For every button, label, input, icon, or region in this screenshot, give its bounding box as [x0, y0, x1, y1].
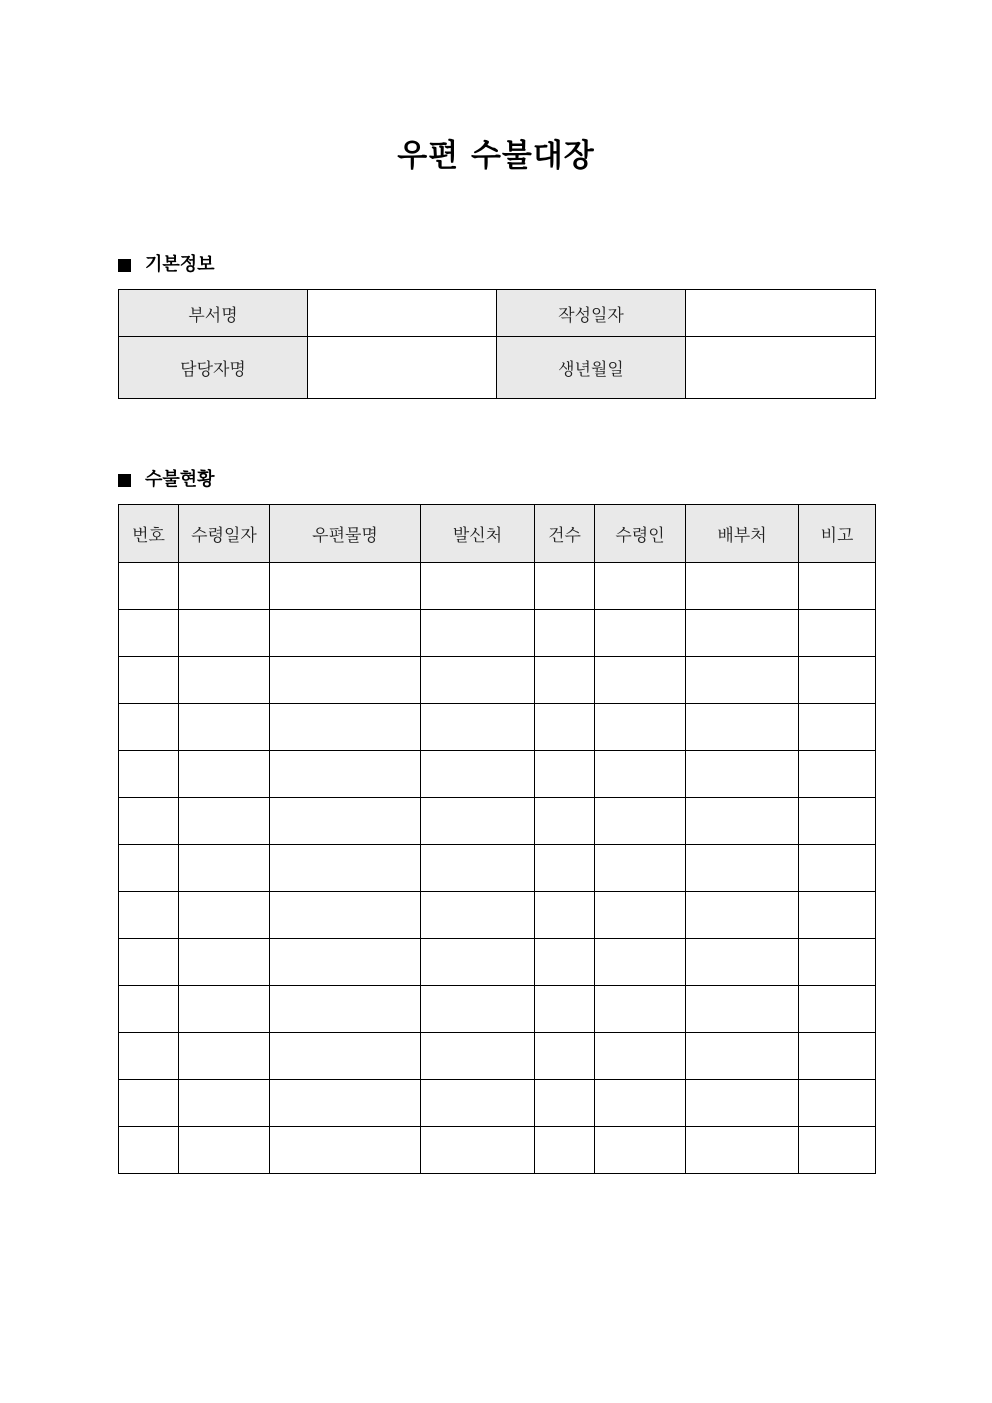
column-header-sender: 발신처 — [421, 505, 535, 563]
cell-distribution[interactable] — [686, 1127, 799, 1174]
cell-count[interactable] — [535, 563, 595, 610]
cell-sender[interactable] — [421, 939, 535, 986]
table-row — [119, 892, 876, 939]
cell-remarks[interactable] — [799, 610, 876, 657]
cell-sender[interactable] — [421, 845, 535, 892]
table-row — [119, 657, 876, 704]
cell-number[interactable] — [119, 657, 179, 704]
cell-recipient[interactable] — [595, 563, 686, 610]
cell-count[interactable] — [535, 986, 595, 1033]
cell-remarks[interactable] — [799, 1033, 876, 1080]
column-header-received-date: 수령일자 — [179, 505, 270, 563]
cell-distribution[interactable] — [686, 798, 799, 845]
cell-received-date[interactable] — [179, 1127, 270, 1174]
cell-mail-name[interactable] — [270, 1033, 421, 1080]
cell-mail-name[interactable] — [270, 563, 421, 610]
table-row — [119, 798, 876, 845]
cell-number[interactable] — [119, 704, 179, 751]
cell-count[interactable] — [535, 610, 595, 657]
cell-mail-name[interactable] — [270, 845, 421, 892]
cell-sender[interactable] — [421, 986, 535, 1033]
cell-distribution[interactable] — [686, 657, 799, 704]
table-row — [119, 563, 876, 610]
cell-sender[interactable] — [421, 704, 535, 751]
cell-recipient[interactable] — [595, 751, 686, 798]
cell-recipient[interactable] — [595, 610, 686, 657]
cell-recipient[interactable] — [595, 939, 686, 986]
cell-recipient[interactable] — [595, 1127, 686, 1174]
cell-count[interactable] — [535, 845, 595, 892]
cell-distribution[interactable] — [686, 1033, 799, 1080]
column-header-mail-name: 우편물명 — [270, 505, 421, 563]
cell-sender[interactable] — [421, 1033, 535, 1080]
cell-distribution[interactable] — [686, 704, 799, 751]
column-header-number: 번호 — [119, 505, 179, 563]
cell-remarks[interactable] — [799, 892, 876, 939]
table-row — [119, 986, 876, 1033]
cell-count[interactable] — [535, 798, 595, 845]
cell-mail-name[interactable] — [270, 939, 421, 986]
cell-number[interactable] — [119, 610, 179, 657]
cell-remarks[interactable] — [799, 939, 876, 986]
cell-number[interactable] — [119, 563, 179, 610]
cell-number[interactable] — [119, 845, 179, 892]
table-row — [119, 845, 876, 892]
table-row — [119, 751, 876, 798]
ledger-heading — [118, 468, 215, 492]
birthdate-field[interactable] — [686, 337, 876, 399]
cell-remarks[interactable] — [799, 704, 876, 751]
cell-recipient[interactable] — [595, 892, 686, 939]
cell-received-date[interactable] — [179, 563, 270, 610]
table-row — [119, 1127, 876, 1174]
square-bullet-icon — [118, 259, 131, 272]
cell-distribution[interactable] — [686, 751, 799, 798]
date-written-field[interactable] — [686, 290, 876, 337]
cell-recipient[interactable] — [595, 1033, 686, 1080]
ledger-heading-label: 수불현황 — [145, 469, 215, 490]
cell-distribution[interactable] — [686, 563, 799, 610]
cell-remarks[interactable] — [799, 798, 876, 845]
cell-sender[interactable] — [421, 563, 535, 610]
cell-received-date[interactable] — [179, 1033, 270, 1080]
cell-received-date[interactable] — [179, 939, 270, 986]
cell-remarks[interactable] — [799, 1080, 876, 1127]
column-header-distribution: 배부처 — [686, 505, 799, 563]
column-header-recipient: 수령인 — [595, 505, 686, 563]
department-label: 부서명 — [119, 290, 308, 337]
cell-mail-name[interactable] — [270, 751, 421, 798]
ledger-table — [118, 504, 876, 1174]
cell-recipient[interactable] — [595, 798, 686, 845]
cell-sender[interactable] — [421, 798, 535, 845]
cell-mail-name[interactable] — [270, 798, 421, 845]
table-row — [119, 704, 876, 751]
cell-number[interactable] — [119, 798, 179, 845]
cell-mail-name[interactable] — [270, 657, 421, 704]
basic-info-heading-label: 기본정보 — [145, 254, 215, 275]
table-row — [119, 610, 876, 657]
cell-received-date[interactable] — [179, 704, 270, 751]
table-row — [119, 1033, 876, 1080]
cell-mail-name[interactable] — [270, 1127, 421, 1174]
basic-info-table — [118, 289, 876, 399]
cell-mail-name[interactable] — [270, 986, 421, 1033]
cell-sender[interactable] — [421, 892, 535, 939]
cell-recipient[interactable] — [595, 986, 686, 1033]
cell-sender[interactable] — [421, 751, 535, 798]
date-written-label: 작성일자 — [497, 290, 686, 337]
column-header-count: 건수 — [535, 505, 595, 563]
cell-count[interactable] — [535, 704, 595, 751]
cell-number[interactable] — [119, 1033, 179, 1080]
cell-number[interactable] — [119, 939, 179, 986]
cell-received-date[interactable] — [179, 798, 270, 845]
cell-number[interactable] — [119, 1080, 179, 1127]
cell-received-date[interactable] — [179, 751, 270, 798]
square-bullet-icon — [118, 474, 131, 487]
cell-count[interactable] — [535, 1080, 595, 1127]
cell-received-date[interactable] — [179, 610, 270, 657]
cell-remarks[interactable] — [799, 563, 876, 610]
cell-mail-name[interactable] — [270, 1080, 421, 1127]
cell-sender[interactable] — [421, 1080, 535, 1127]
cell-count[interactable] — [535, 939, 595, 986]
cell-distribution[interactable] — [686, 986, 799, 1033]
cell-remarks[interactable] — [799, 986, 876, 1033]
manager-field[interactable] — [308, 337, 497, 399]
ledger-header-row — [119, 505, 876, 563]
cell-recipient[interactable] — [595, 704, 686, 751]
cell-remarks[interactable] — [799, 657, 876, 704]
cell-distribution[interactable] — [686, 610, 799, 657]
cell-received-date[interactable] — [179, 845, 270, 892]
cell-recipient[interactable] — [595, 845, 686, 892]
cell-count[interactable] — [535, 1033, 595, 1080]
cell-count[interactable] — [535, 1127, 595, 1174]
cell-count[interactable] — [535, 751, 595, 798]
cell-count[interactable] — [535, 657, 595, 704]
birthdate-label: 생년월일 — [497, 337, 686, 399]
cell-distribution[interactable] — [686, 1080, 799, 1127]
cell-number[interactable] — [119, 751, 179, 798]
cell-received-date[interactable] — [179, 892, 270, 939]
cell-sender[interactable] — [421, 610, 535, 657]
cell-mail-name[interactable] — [270, 610, 421, 657]
cell-sender[interactable] — [421, 1127, 535, 1174]
cell-recipient[interactable] — [595, 1080, 686, 1127]
cell-number[interactable] — [119, 986, 179, 1033]
cell-recipient[interactable] — [595, 657, 686, 704]
cell-received-date[interactable] — [179, 1080, 270, 1127]
department-field[interactable] — [308, 290, 497, 337]
cell-mail-name[interactable] — [270, 892, 421, 939]
column-header-remarks: 비고 — [799, 505, 876, 563]
cell-sender[interactable] — [421, 657, 535, 704]
manager-label: 담당자명 — [119, 337, 308, 399]
page-title: 우편 수불대장 — [397, 138, 595, 174]
cell-mail-name[interactable] — [270, 704, 421, 751]
cell-remarks[interactable] — [799, 1127, 876, 1174]
cell-distribution[interactable] — [686, 939, 799, 986]
cell-remarks[interactable] — [799, 751, 876, 798]
cell-received-date[interactable] — [179, 986, 270, 1033]
table-row — [119, 1080, 876, 1127]
cell-number[interactable] — [119, 1127, 179, 1174]
basic-info-heading — [118, 253, 215, 277]
table-row — [119, 939, 876, 986]
cell-count[interactable] — [535, 892, 595, 939]
cell-received-date[interactable] — [179, 657, 270, 704]
cell-distribution[interactable] — [686, 892, 799, 939]
cell-number[interactable] — [119, 892, 179, 939]
cell-distribution[interactable] — [686, 845, 799, 892]
cell-remarks[interactable] — [799, 845, 876, 892]
